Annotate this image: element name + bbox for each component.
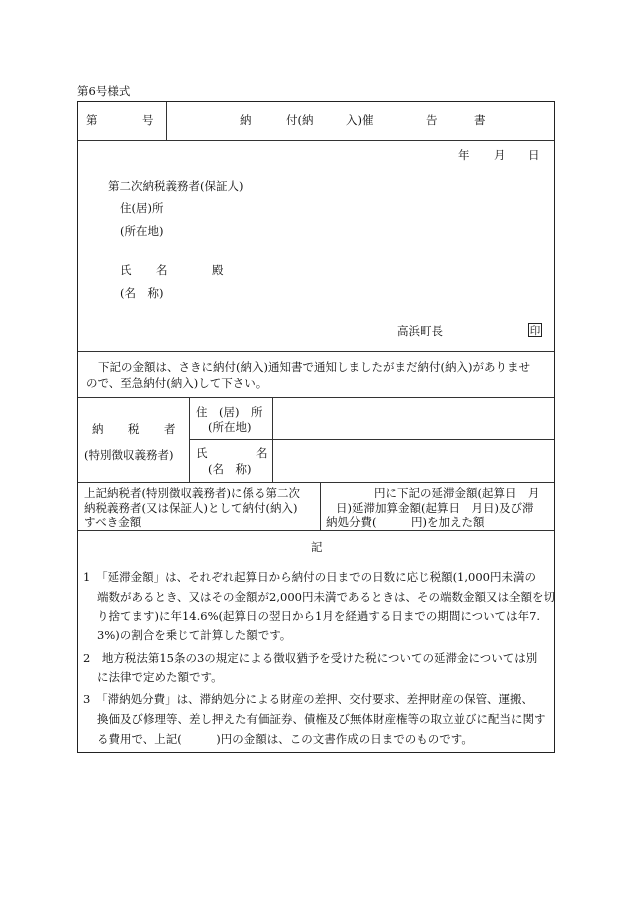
amount-right-line: 納処分費( 円)を加えた額 bbox=[326, 515, 485, 529]
taxpayer-label-sub: (特別徴収義務者) bbox=[84, 448, 174, 462]
seal-mark: 印 bbox=[529, 325, 541, 337]
taxpayer-label-char: 納 bbox=[92, 422, 104, 436]
document-number-suffix: 号 bbox=[142, 113, 154, 127]
note-line: 端数があるとき、又はその金額が2,000円未満であるときは、その端数金額又は全額を切 bbox=[97, 590, 555, 604]
amount-left-line: すべき金額 bbox=[84, 515, 142, 529]
recipient-heading: 第二次納税義務者(保証人) bbox=[108, 179, 244, 193]
title-char: 入)催 bbox=[346, 113, 374, 127]
taxpayer-label-char: 税 bbox=[128, 422, 140, 436]
notice-form bbox=[77, 101, 555, 753]
document-title bbox=[78, 115, 554, 129]
date-month: 月 bbox=[494, 148, 506, 162]
taxpayer-name-label: 名 bbox=[256, 446, 268, 460]
taxpayer-label-char: 者 bbox=[164, 422, 176, 436]
title-char: 告 bbox=[426, 113, 438, 127]
form-label: 第6号様式 bbox=[77, 84, 131, 98]
taxpayer-name-sub: (名 称) bbox=[208, 462, 252, 476]
notes-heading: 記 bbox=[311, 540, 323, 554]
recipient-name-label: 名 bbox=[156, 263, 168, 277]
notice-line: ので、至急納付(納入)して下さい。 bbox=[86, 376, 268, 390]
recipient-address-label: 住(居)所 bbox=[120, 201, 164, 215]
issuer-name: 高浜町長 bbox=[397, 324, 443, 338]
note-line: り捨てます)に年14.6%(起算日の翌日から1月を経過する日までの期間については年7. bbox=[97, 609, 541, 623]
recipient-name-sub: (名 称) bbox=[120, 286, 164, 300]
amount-left-line: 上記納税者(特別徴収義務者)に係る第二次 bbox=[84, 486, 300, 500]
date-year: 年 bbox=[458, 148, 470, 162]
note-line: 3 「滞納処分費」は、滞納処分による財産の差押、交付要求、差押財産の保管、運搬、 bbox=[83, 692, 534, 706]
date-day: 日 bbox=[528, 148, 540, 162]
note-line: 3%)の割合を乗じて計算した額です。 bbox=[97, 628, 292, 642]
note-line: に法律で定めた額です。 bbox=[97, 670, 223, 684]
amount-left-line: 納税義務者(又は保証人)として納付(納入) bbox=[84, 501, 298, 515]
note-line: 換価及び修理等、差し押えた有価証券、債権及び無体財産権等の取立並びに配当に関す bbox=[97, 712, 546, 726]
recipient-honorific: 殿 bbox=[212, 263, 224, 277]
note-line: 1 「延滞金額」は、それぞれ起算日から納付の日までの日数に応じ税額(1,000円未満の bbox=[83, 570, 536, 584]
amount-right-line: 日)延滞加算金額(起算日 月日)及び滞 bbox=[336, 501, 534, 515]
recipient-name-label: 氏 bbox=[120, 263, 132, 277]
taxpayer-address-sub: (所在地) bbox=[208, 420, 252, 434]
document-number-prefix: 第 bbox=[86, 113, 98, 127]
note-line: る費用で、上記( )円の金額は、この文書作成の日までのものです。 bbox=[97, 732, 473, 746]
taxpayer-name-label: 氏 bbox=[196, 446, 208, 460]
title-char: 書 bbox=[474, 113, 486, 127]
recipient-address-sub: (所在地) bbox=[120, 224, 164, 238]
taxpayer-address-label: 住 (居) 所 bbox=[196, 405, 263, 419]
notice-line: 下記の金額は、さきに納付(納入)通知書で通知しましたがまだ納付(納入)がありませ bbox=[98, 360, 530, 374]
title-char: 付(納 bbox=[286, 113, 314, 127]
title-char: 納 bbox=[240, 113, 252, 127]
note-line: 2 地方税法第15条の3の規定による徴収猶予を受けた税についての延滞金については別 bbox=[83, 651, 538, 665]
amount-right-line: 円に下記の延滞金額(起算日 月 bbox=[374, 486, 540, 500]
